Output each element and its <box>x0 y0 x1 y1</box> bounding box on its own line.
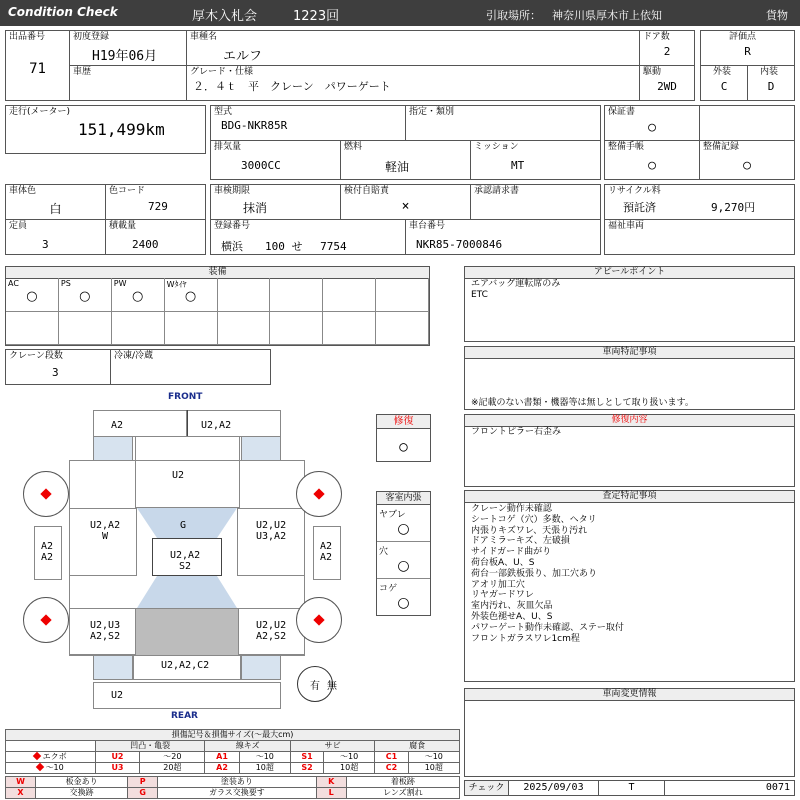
text-line: 荷台一部鉄板張り、加工穴あり <box>471 568 598 579</box>
legend-cell: C2 <box>375 763 408 774</box>
drive: 2WD <box>657 80 677 93</box>
legend-head: 線キズ <box>205 741 291 752</box>
vehicle-kind: 貨物 <box>766 9 788 22</box>
damage-center: U2,A2 S2 <box>170 550 201 572</box>
text-line: ドアミラーキズ、左破損 <box>471 536 570 547</box>
text-line: クレーン動作未確認 <box>471 504 552 514</box>
pickup-label: 引取場所： <box>486 9 541 22</box>
score-cell: 評価点 R <box>700 30 795 66</box>
cabin-label: 客室内張 <box>377 492 430 505</box>
damage-bumper: U2 <box>111 690 124 701</box>
rear-label: REAR <box>171 711 198 721</box>
inspection-cell: 車検期限 抹消 <box>210 184 341 220</box>
mileage-cell: 走行(メーター) 151,499km <box>5 105 206 154</box>
drive-cell: 駆動 2WD <box>639 65 695 101</box>
legend-cell: U2 <box>95 752 139 763</box>
legend-cell: 〜20 <box>140 752 205 763</box>
damage-left-side: A2 A2 <box>41 541 54 563</box>
check-number: 0071 <box>765 782 790 793</box>
equipment-cell <box>59 312 112 346</box>
check-row <box>464 780 795 796</box>
displacement-cell: 排気量 3000CC <box>210 140 341 180</box>
plate-cell: 登録番号 横浜 100 せ 7754 <box>210 219 406 255</box>
pickup-location: 神奈川県厚木市上依知 <box>552 9 662 22</box>
text-line: 室内汚れ、灰皿欠品 <box>471 601 553 612</box>
repair-content-panel <box>464 414 795 487</box>
front-right-light <box>241 436 281 461</box>
repair-legend <box>5 776 460 799</box>
fuel: 軽油 <box>385 160 410 174</box>
text-line: 外装色褪せA、U、S <box>471 611 553 622</box>
text-line: サイドガード曲がり <box>471 547 552 558</box>
legend-cell: 〜10 <box>239 752 290 763</box>
exterior: C <box>720 80 728 93</box>
equipment-mark: ○ <box>132 289 144 304</box>
appeal-title: アピールポイント <box>465 267 794 279</box>
left-door <box>69 508 137 576</box>
self-paid-cell: 検付自賠責 × <box>340 184 471 220</box>
check-label: チェック <box>465 781 509 795</box>
cabin-item-label: ヤブレ <box>379 510 406 520</box>
legend-head: 凹凸・亀裂 <box>95 741 205 752</box>
color-code-cell: 色コード 729 <box>105 184 206 220</box>
equipment-label: PS <box>60 279 71 288</box>
appeal-lines <box>471 279 560 301</box>
cabin-box <box>376 491 431 616</box>
changes-panel <box>464 688 795 777</box>
wheel-front-left <box>23 471 69 517</box>
equipment-cell <box>218 312 271 346</box>
damage-legend <box>5 729 460 774</box>
damage-right-door: U2,U2 U3,A2 <box>256 520 287 542</box>
legend-mark-cell: P <box>128 777 158 788</box>
grade-cell: グレード・仕様 ２．４ｔ 平 クレーン パワーゲート <box>186 65 640 101</box>
front-left-light <box>93 436 133 461</box>
repair-box <box>376 414 431 462</box>
crane-cell: クレーン段数 3 <box>5 349 111 385</box>
equipment-cell <box>218 278 271 312</box>
equipment-cell <box>376 312 429 346</box>
hood-panel <box>135 436 240 508</box>
equipment-cell <box>376 278 429 312</box>
rear-right-light <box>241 655 281 680</box>
legend-cell: 〜10 <box>408 752 459 763</box>
legend-mark-cell: 交換跡 <box>36 788 128 799</box>
check-staff: T <box>599 781 665 795</box>
cabin-item-label: 穴 <box>379 547 389 557</box>
equipment-cell <box>270 278 323 312</box>
load-cell: 積載量 2400 <box>105 219 206 255</box>
lot-cell: 出品番号 71 <box>5 30 70 101</box>
cabin-item <box>377 542 430 579</box>
cabin-item <box>377 579 430 616</box>
equipment-cell <box>112 278 165 312</box>
self-paid: × <box>401 199 410 214</box>
wheel-rear-left <box>23 597 69 643</box>
text-line: アオリ加工穴 <box>471 579 525 590</box>
appeal-panel <box>464 266 795 342</box>
equipment-grid <box>6 278 429 345</box>
equipment-title: 装備 <box>6 267 429 279</box>
body-color-cell: 車体色 白 <box>5 184 106 220</box>
damage-top-right: U2,A2 <box>201 420 232 431</box>
legend-cell: 10超 <box>408 763 459 774</box>
cabin-item-mark: ○ <box>397 595 410 611</box>
wheel-front-right <box>296 471 342 517</box>
recycle-status: 預託済 <box>623 201 656 214</box>
header-number: 1223回 <box>293 9 340 24</box>
inspection-notes-panel <box>464 490 795 682</box>
legend-mark-cell: 板金あり <box>36 777 128 788</box>
equipment-mark: ○ <box>26 289 38 304</box>
displacement: 3000CC <box>241 159 281 172</box>
wheel-rear-right <box>296 597 342 643</box>
legend-cell: エクボ <box>6 752 96 763</box>
rear-floor <box>135 608 239 656</box>
legend-cell: A2 <box>205 763 239 774</box>
damage-diamond-icon <box>33 752 41 760</box>
mission-cell: ミッション MT <box>470 140 601 180</box>
special-note: ※記載のない書類・機器等は無しとして取り扱います。 <box>471 398 694 408</box>
legend-head: サビ <box>290 741 374 752</box>
score: R <box>744 45 751 58</box>
damage-rear-left: U2,U3 A2,S2 <box>90 620 121 642</box>
mission: MT <box>511 159 525 172</box>
legend-cell: 20超 <box>140 763 205 774</box>
equipment-cell <box>270 312 323 346</box>
cabin-item-mark: ○ <box>397 521 410 537</box>
model-cell: 型式 BDG-NKR85R <box>210 105 406 141</box>
right-door <box>237 508 305 576</box>
interior-cell: 内装 D <box>747 65 795 101</box>
load: 2400 <box>132 238 159 251</box>
damage-rear-bed: U2,A2,C2 <box>161 660 210 671</box>
legend-cell: U3 <box>95 763 139 774</box>
manual-mark: ○ <box>648 158 656 173</box>
crane-stages: 3 <box>52 366 59 379</box>
equipment-label: PW <box>113 279 127 288</box>
record-cell: 整備記録 ○ <box>699 140 795 180</box>
legend-mark-cell: G <box>128 788 158 799</box>
equipment-label: AC <box>8 279 19 288</box>
legend-mark-cell: X <box>6 788 36 799</box>
model: BDG-NKR85R <box>221 119 288 132</box>
equipment-mark: ○ <box>184 289 197 304</box>
rear-left-light <box>93 655 133 680</box>
equipment-cell <box>59 278 112 312</box>
blank-cell <box>699 105 795 141</box>
text-line: エアバッグ運転席のみ <box>471 279 561 289</box>
history-cell: 車歴 <box>69 65 187 101</box>
grade: ２．４ｔ 平 クレーン パワーゲート <box>193 80 391 93</box>
repair-label: 修復 <box>377 415 430 429</box>
damage-glass: G <box>180 520 187 531</box>
damage-left-door: U2,A2 W <box>90 520 121 542</box>
equipment-cell <box>165 278 218 312</box>
manual-cell: 整備手帳 ○ <box>604 140 700 180</box>
header-title: 厚木入札会 <box>192 9 258 24</box>
text-line: フロントガラスワレ1cm程 <box>471 633 580 644</box>
body-color: 白 <box>49 202 62 216</box>
repair-content-title: 修復内容 <box>465 415 794 427</box>
legend-cell: 10超 <box>323 763 374 774</box>
legend-cell: C1 <box>375 752 408 763</box>
approval-cell: 承認請求書 <box>470 184 601 220</box>
legend-cell: 10超 <box>239 763 290 774</box>
equipment-label: Wﾀｲﾔ <box>166 280 187 289</box>
recycle-cell: リサイクル料 預託済 9,270円 <box>604 184 795 220</box>
doors-cell: ドア数 2 <box>639 30 695 66</box>
text-line: ETC <box>471 290 488 300</box>
car-name: エルフ <box>223 49 263 64</box>
fuel-cell: 燃料 軽油 <box>340 140 471 180</box>
exterior-cell: 外装 C <box>700 65 748 101</box>
designation-cell: 指定・類別 <box>405 105 601 141</box>
header-logo: Condition Check <box>8 5 118 19</box>
equipment-cell <box>323 312 376 346</box>
chassis: NKR85-7000846 <box>416 238 503 251</box>
special-panel <box>464 346 795 410</box>
text-line: フロントピラー右歪み <box>471 427 562 437</box>
text-line: シートコゲ（穴）多数、ヘタリ <box>471 514 597 525</box>
repair-content-lines <box>471 427 561 438</box>
legend-mark-cell: レンズ割れ <box>346 788 459 799</box>
inspection-notes-lines <box>471 504 624 644</box>
text-line: 荷台板A、U、S <box>471 557 535 568</box>
cabin-item <box>377 505 430 542</box>
damage-right-side: A2 A2 <box>320 541 333 563</box>
first-registration: H19年06月 <box>92 49 158 64</box>
capacity: 3 <box>42 238 49 251</box>
color-code: 729 <box>148 200 168 213</box>
text-line: リヤガードワレ <box>471 590 534 601</box>
yes-label: 有 <box>310 681 320 692</box>
capacity-cell: 定員 3 <box>5 219 106 255</box>
equipment-cell <box>323 278 376 312</box>
check-date: 2025/09/03 <box>509 781 599 795</box>
text-line: 内張りキズワレ、天張り汚れ <box>471 525 588 536</box>
first-registration-cell: 初度登録 H19年06月 <box>69 30 187 66</box>
mileage: 151,499km <box>78 120 165 139</box>
chassis-cell: 車台番号 NKR85-7000846 <box>405 219 601 255</box>
legend-mark-cell: 着板跡 <box>346 777 459 788</box>
changes-title: 車両変更情報 <box>465 689 794 701</box>
doors: 2 <box>663 45 671 58</box>
cabin-item-mark: ○ <box>397 558 410 574</box>
plate: 横浜 100 せ 7754 <box>221 240 347 253</box>
special-title: 車両特記事項 <box>465 347 794 359</box>
cabin-item-label: コゲ <box>379 584 398 594</box>
freezer-cell: 冷凍/冷蔵 <box>110 349 271 385</box>
record-mark: ○ <box>743 158 751 173</box>
legend-cell: 〜10 <box>323 752 374 763</box>
car-name-cell: 車種名 エルフ <box>186 30 640 66</box>
damage-top-left: A2 <box>111 420 124 431</box>
no-label: 無 <box>327 681 337 692</box>
legend-cell: A1 <box>205 752 239 763</box>
recycle-fee: 9,270円 <box>711 201 756 214</box>
legend-mark-cell: ガラス交換要す <box>158 788 317 799</box>
text-line: パワーゲート動作未確認、ステー取付 <box>471 622 624 633</box>
welfare-cell: 福祉車両 <box>604 219 795 255</box>
equipment-panel <box>5 266 430 346</box>
equipment-cell <box>6 312 59 346</box>
legend-title: 損傷記号＆損傷サイズ(〜最大cm) <box>6 730 460 741</box>
legend-mark-cell: K <box>316 777 346 788</box>
inspection: 抹消 <box>243 201 268 215</box>
lot-number: 71 <box>29 61 46 77</box>
damage-rear-right: U2,U2 A2,S2 <box>256 620 287 642</box>
warranty-mark: ○ <box>648 120 656 135</box>
damage-diamond-icon <box>36 763 44 771</box>
equipment-mark: ○ <box>79 289 91 304</box>
front-label: FRONT <box>168 392 203 402</box>
inspection-notes-title: 査定特記事項 <box>465 491 794 503</box>
legend-mark-cell: L <box>316 788 346 799</box>
interior: D <box>767 80 775 93</box>
legend-mark-cell: W <box>6 777 36 788</box>
equipment-cell <box>112 312 165 346</box>
legend-cell: S1 <box>290 752 323 763</box>
damage-hood: U2 <box>172 470 185 481</box>
legend-head: 腐食 <box>375 741 460 752</box>
legend-mark-cell: 塗装あり <box>158 777 317 788</box>
equipment-cell <box>6 278 59 312</box>
warranty-cell: 保証書 ○ <box>604 105 700 141</box>
header-bar <box>0 0 800 26</box>
repair-mark: ○ <box>399 439 408 455</box>
legend-cell: 〜10 <box>6 763 96 774</box>
legend-cell: S2 <box>290 763 323 774</box>
equipment-cell <box>165 312 218 346</box>
